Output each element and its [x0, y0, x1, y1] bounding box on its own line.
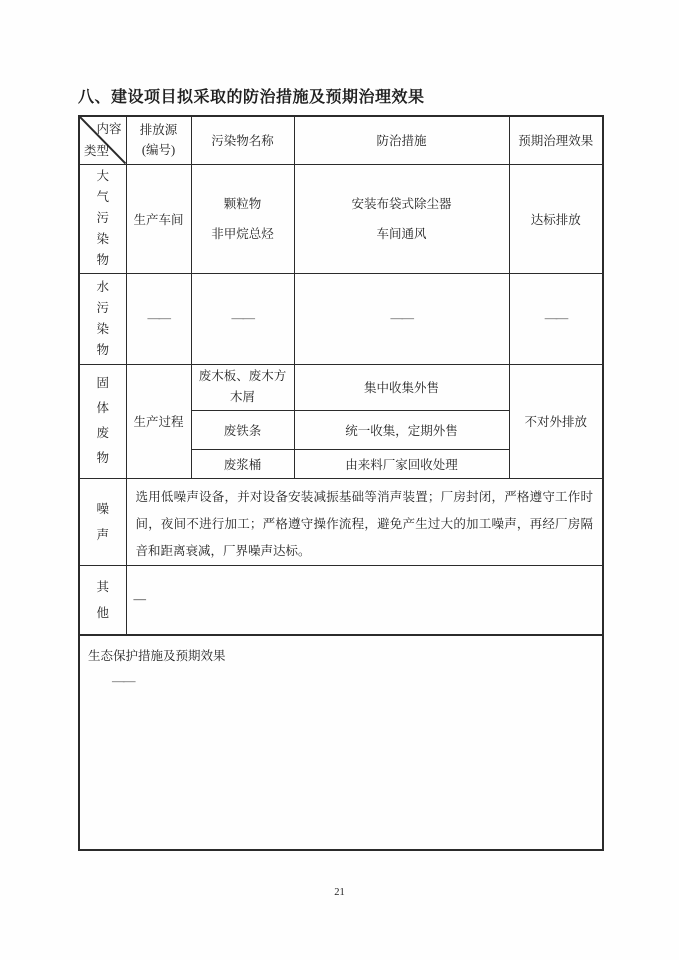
ecology-section-cell: [79, 635, 603, 850]
air-measure-line1: 安装布袋式除尘器: [351, 196, 452, 211]
air-source-cell: 生产车间: [126, 164, 191, 273]
solid-waste-row-1: [79, 364, 603, 410]
noise-row-label: 噪声: [96, 501, 110, 542]
air-pollutant-row: [79, 164, 603, 273]
solid-pollutant-1-line2: 木屑: [229, 390, 255, 404]
measures-table: [78, 115, 604, 851]
header-pollutant: 污染物名称: [191, 116, 294, 164]
noise-measure-cell: 选用低噪声设备，并对设备安装减振基础等消声装置；厂房封闭，严格遵守工作时间，夜间不进行加工；严格遵守操作流程，避免产生过大的加工噪声，再经厂房隔音和距离衰减，厂界噪声达标。: [126, 478, 603, 565]
ecology-section-content: ——: [112, 674, 134, 688]
air-measure-cell: [294, 164, 509, 273]
solid-effect-cell: 不对外排放: [509, 364, 603, 478]
header-source-line2: (编号): [141, 143, 176, 158]
solid-row-label-cell: [79, 364, 126, 478]
noise-row-label-cell: [79, 478, 126, 565]
other-row-label-cell: [79, 565, 126, 635]
noise-row: [79, 478, 603, 565]
other-content-cell: —: [126, 565, 603, 635]
water-row-label-cell: [79, 273, 126, 364]
air-pollutant-line2: 非甲烷总烃: [211, 226, 274, 241]
water-pollutant-row: [79, 273, 603, 364]
other-row: [79, 565, 603, 635]
solid-measure-cell-3: 由来料厂家回收处理: [294, 449, 509, 478]
header-source-line1: 排放源: [139, 123, 178, 138]
solid-measure-cell-1: 集中收集外售: [294, 364, 509, 410]
page-number: 21: [334, 887, 345, 898]
solid-pollutant-cell-2: 废铁条: [191, 410, 294, 449]
air-row-label: 大气污染物: [96, 169, 110, 267]
header-corner-cell: [79, 116, 126, 164]
air-pollutant-cell: [191, 164, 294, 273]
solid-row-label: 固体废物: [96, 376, 110, 465]
section-title: 八、建设项目拟采取的防治措施及预期治理效果: [78, 89, 425, 106]
air-row-label-cell: [79, 164, 126, 273]
header-source: [126, 116, 191, 164]
header-corner-top-label: 内容: [96, 122, 122, 136]
other-row-label: 其他: [96, 579, 110, 620]
ecology-section-label: 生态保护措施及预期效果: [88, 649, 226, 663]
water-pollutant-cell: ——: [191, 273, 294, 364]
header-row: [79, 116, 603, 164]
air-effect-cell: 达标排放: [509, 164, 603, 273]
header-effect: 预期治理效果: [509, 116, 603, 164]
header-corner-bottom-label: 类型: [84, 143, 110, 158]
solid-pollutant-cell-1: [191, 364, 294, 410]
air-pollutant-line1: 颗粒物: [223, 196, 262, 211]
water-measure-cell: ——: [294, 273, 509, 364]
solid-pollutant-cell-3: 废浆桶: [191, 449, 294, 478]
water-source-cell: ——: [126, 273, 191, 364]
air-measure-line2: 车间通风: [376, 226, 427, 241]
solid-source-cell: 生产过程: [126, 364, 191, 478]
ecology-row: [79, 635, 603, 850]
water-row-label: 水污染物: [96, 279, 110, 357]
solid-pollutant-1-line1: 废木板、废木方: [198, 369, 287, 383]
water-effect-cell: ——: [509, 273, 603, 364]
solid-measure-cell-2: 统一收集，定期外售: [294, 410, 509, 449]
header-measure: 防治措施: [294, 116, 509, 164]
